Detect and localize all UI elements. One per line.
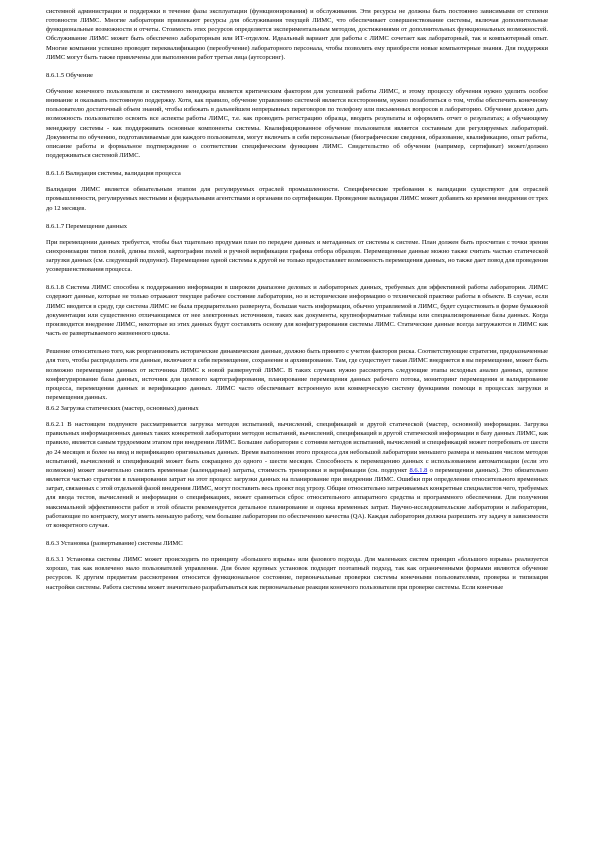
section-heading-static-data: 8.6.2 Загрузка статических (мастер, основных) данных — [46, 405, 199, 413]
static-data-text-part1: 8.6.2.1 В настоящем подпункте рассматривается загрузка методов испытаний, вычислений, спецификаций и другой статической (мастер, основной) информации. Загрузка правильных информационных данных таких конкретной лаборатории методов испытаний, вычислений, спецификаций и другой статической информации в базу данных ЛИМС, как правило, является самым трудоемким этапом при внедрении ЛИМС. Большие лаборатории с сотнями методов испытаний, вычислений и спецификаций может потребовать от шести до 24 месяцев и более на ввод и верификацию оригинальных данных. Время выполнения этого процесса для небольшой лаборатории меньшего размера и меньшим числом методов испытаний, вычислений и спецификаций может быть сокращено до одного - шести месяцев. Способность к перемещению данных с использованием автоматизации (если это возможно) может значительно снизить временные (календарные) затраты, стоимость тренировки и верификации (см. подпункт — [46, 421, 548, 474]
paragraph-8-6-1-8: 8.6.1.8 Система ЛИМС способна к поддержанию информации в широком диапазоне деловых и лабораторных данных, требуемых для эффективной работы лаборатории. ЛИМС содержит данные, которые не только отражают текущее рабочее состояние лаборатории, но и исторические информацию о технической практике работы в объекте. В случае, если ЛИМС вводится в среду, где система ЛИМС не была предварительно развернута, большая часть информации, обычно управляемой в ЛИМС, будет существовать в форме бумажной документации или существенно отличающимся от нее электронных источников, таких как документы, крупноформатные таблицы или специализированные базы данных. Когда производится внедрение ЛИМС, некоторые из этих данных будут составлять основу для конфигурирования системы ЛИМС. Статические данные всегда загружаются в ЛИМС как часть ее развертываемого жизненного цикла. — [46, 284, 548, 338]
cross-reference-link[interactable]: 8.6.1.8 — [409, 466, 428, 474]
section-text-installation: 8.6.3.1 Установка системы ЛИМС может происходить по принципу «большого взрыва» или фазового подхода. Для маленьких систем принцип «большого взрыва» реализуется хорошо, так как вовлечено мало пользователей управления. Для более крупных установок подходит поэтапный подход, так как ограниченными формами являются обучение ресурсов. К другим предметам рассмотрения относится функциональное состояние, первоначальные проверки системы конечными пользователями, проверка и типизация настройки системы. Работа системы может значительно разрабатываться как первоначальные реакции конечного пользователя при проверке системы. Если конечные — [46, 556, 548, 591]
section-text-static-data — [46, 420, 548, 530]
section-text-training: Обучение конечного пользователя и системного менеджера является критическим фактором для успешной работы ЛИМС, и этому процессу обучения нужно уделить особое внимание и оказывать постоянную поддержку. Хотя, как правило, обучение управлению системой является всесторонним, нужно позаботиться о том, чтобы обеспечить конечному пользователю достаточный объем знаний, чтобы избежать в дальнейшем непрерывных переговоров по телефону или письменных вопросов в лабораторию. Обучение должно дать возможность пользователю освоить все аспекты работы ЛИМС, т.е. как проводить регистрацию образца, вводить результаты и оформлять отчет о результатах; а обучающему менеджеру системы - как поддерживать основные компоненты системы. Квалифицированное обучение пользователя является составным для регулируемых лабораторий. Документы по обучению, подготавливаемые для каждого пользователя, могут включать в себя персональные (биографические сведения, образование, квалификацию, опыт работы, описание работы и формальное подтверждение о соответствии специфическим функциям ЛИМС. Свидетельство об обучении (например, сертификат) может/должно поддерживаться системой ЛИМС. — [46, 87, 548, 160]
paragraph-historical-data: Решение относительно того, как реорганизовать исторические динамические данные, должно быть принято с учетом факторов риска. Соответствующие стратегии, предназначенные для того, чтобы распределить эти данные, включают в себя перемещение, сохранение и архивирование. Там, где существует такая ЛИМС внедряется в вы перемещение, может быть возможно перемещение данных от источника ЛИМС к новой развернутой ЛИМС. В таких случаях нужно рассмотреть следующие этапы исходных анализ данных, целевое конфигурирование базы данных, источник для целевого картографирования, планирование перемещения данных рабочего потока, мониторинг перемещения и валидирование процесса, перемещения данных и верификацию данных. ЛИМС часто обеспечивает встроенную или коммерческую систему функциями помощи в процессах загрузки и перемещения данных. — [46, 348, 548, 401]
section-text-validation: Валидация ЛИМС является обязательным этапом для регулируемых отраслей промышленности. Специфические требования к валидации существуют для отраслей промышленности, регулируемых местными и федеральными агентствами и органами по сертификации. Проведение валидации ЛИМС может добавить ко времени внедрения от трех до 12 месяцев. — [46, 186, 548, 212]
document-page — [46, 7, 548, 594]
intro-paragraph: системной администрации и поддержки в течение фазы эксплуатации (функционирования) и обслуживания. Эти ресурсы не должны быть постоянно зависимыми от степени готовности ЛИМС. Многие лаборатории привлекают ресурсы для обслуживания текущей ЛИМС, что обеспечивает совершенствование системы, включая дополнительные функциональные возможности и отчеты. Стоимость этих ресурсов определяется экспериментальным методом, достижениями от дополнительных функциональных возможностей. Обслуживание ЛИМС может быть обеспечено лабораторным или ИТ-отделом. Идеальный вариант для работы с ЛИМС сочетает как лабораторный, так и компьютерный опыт. Многие компании успешно проводят переквалификацию (переобучение) лабораторного персонала, чтобы позволить ему приобрести новые компьютерные знания. Для поддержки ЛИМС могут быть также привлечены для выполнения работ третьи лица (аутсорсинг). — [46, 8, 548, 61]
section-text-data-migration: При перемещении данных требуется, чтобы был тщательно продуман план по передаче данных и метаданных от системы к системе. План должен быть просчитан с точки зрения синхронизации типов полей, длины полей, картографии полей и ручной верификации графика отбора образцов. Перемещенные данные можно также считать частью статической загрузки данных (см. следующий подпункт). Перемещение одной системы к другой не только предоставляет возможность перемещения данных, но также дает повод для проведения усовершенствования процесса. — [46, 238, 548, 274]
section-heading-installation: 8.6.3 Установка (развертывание) системы ЛИМС — [46, 540, 183, 548]
section-heading-validation: 8.6.1.6 Валидация системы, валидация процесса — [46, 170, 181, 178]
section-heading-training: 8.6.1.5 Обучение — [46, 71, 93, 79]
section-heading-data-migration: 8.6.1.7 Перемещение данных — [46, 222, 128, 230]
static-data-text-part2: о перемещении данных). Это обязательно является частью стратегии в планировании затрат на этот процесс загрузки данных на планирование при внедрении ЛИМС. Ошибки при определении относительного временных затрат, связанных с этой отдельной фазой внедрения ЛИМС, могут поставить весь проект под угрозу. Общие относительно затрачиваемых конкретные специалистов чего, требуемых для ввода тестов, вычислений и информации о спецификациях, может сравниться сброс относительного аппаратного средства и программного обеспечения. Для получения максимальной эффективности работ в этой области рекомендуется детальное планирование и оценка временных затрат. Научно-исследовательские лаборатории и лаборатории, работающие по контракту, могут иметь меньшую работу, чем большие лаборатории по обеспечению качества (QA). Каждая лаборатория должна разрешить эту задачу в зависимости от конкретного случая. — [46, 466, 548, 529]
